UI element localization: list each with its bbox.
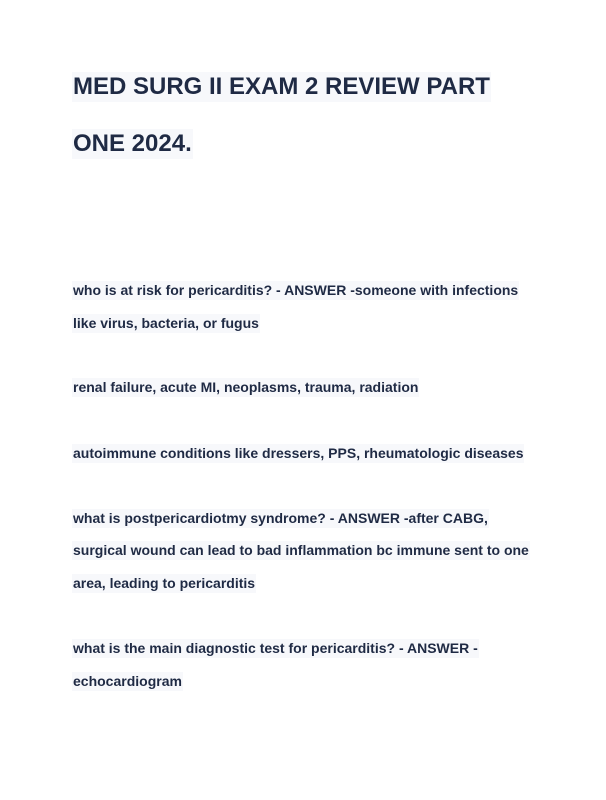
qa-line-7: area, leading to pericarditis <box>73 575 256 591</box>
qa-line-2: like virus, bacteria, or fugus <box>73 315 259 331</box>
document-title-line-1: MED SURG II EXAM 2 REVIEW PART <box>73 73 490 100</box>
qa-line-1: who is at risk for pericarditis? - ANSWER -someone with infections <box>73 282 519 298</box>
qa-line-5: what is postpericardiotmy syndrome? - ANSWER -after CABG, <box>73 510 488 526</box>
qa-line-6: surgical wound can lead to bad inflammation bc immune sent to one <box>73 542 529 558</box>
qa-line-3: renal failure, acute MI, neoplasms, trauma, radiation <box>73 379 419 395</box>
qa-line-4: autoimmune conditions like dressers, PPS, rheumatologic diseases <box>73 445 524 461</box>
document-title-line-2: ONE 2024. <box>73 130 192 157</box>
qa-line-9: echocardiogram <box>73 673 182 689</box>
qa-line-8: what is the main diagnostic test for pericarditis? - ANSWER - <box>73 640 478 656</box>
